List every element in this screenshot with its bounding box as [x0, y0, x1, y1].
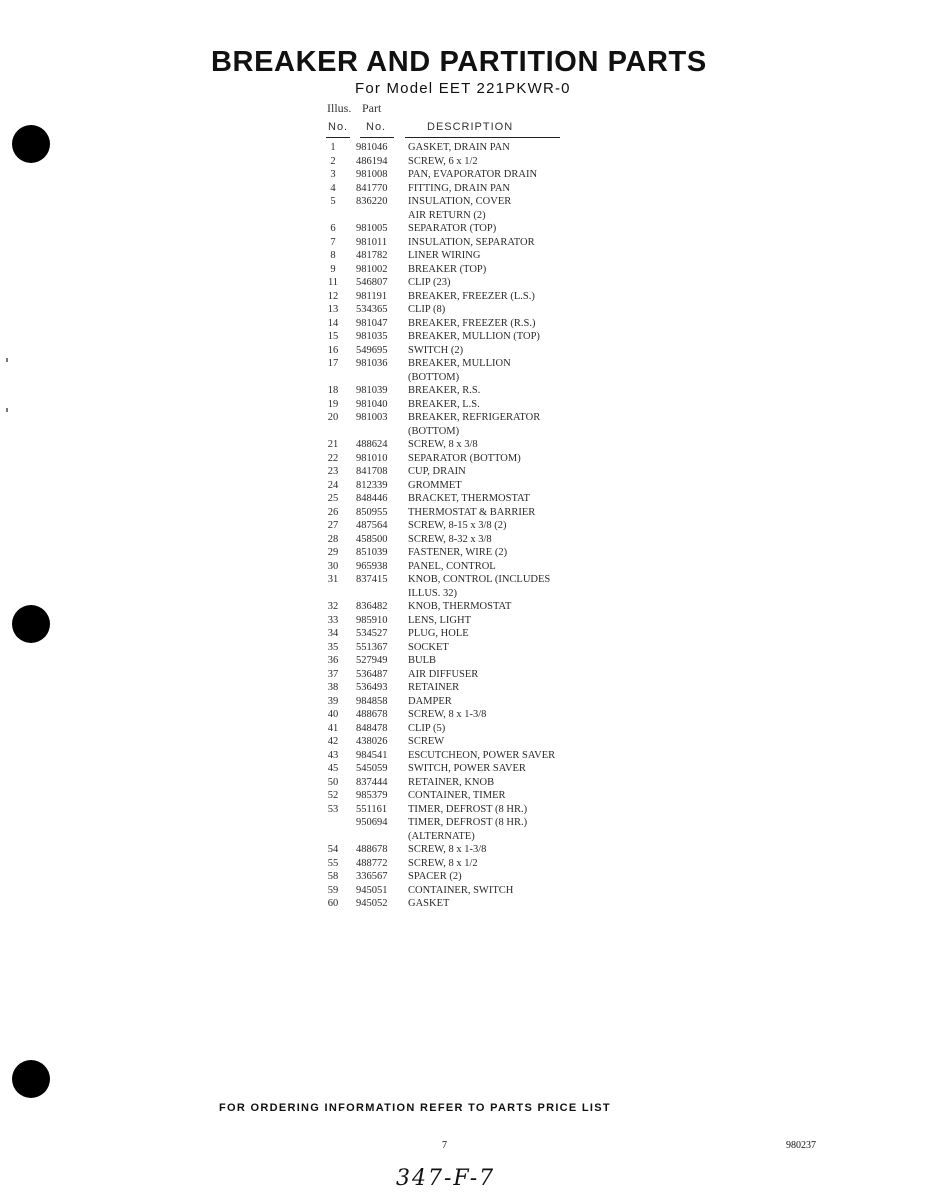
part-number: 848446	[356, 493, 388, 504]
part-number: 984541	[356, 749, 388, 761]
parts-row	[322, 466, 602, 480]
part-number: 981039	[356, 385, 388, 396]
illus-number: 29	[327, 547, 339, 558]
parts-row	[322, 264, 602, 278]
part-description: SCREW, 6 x 1/2	[408, 155, 478, 167]
part-description: LENS, LIGHT	[408, 614, 471, 626]
parts-row	[322, 723, 602, 737]
parts-row	[322, 507, 602, 521]
part-description: SCREW, 8 x 1/2	[408, 857, 478, 869]
parts-row	[322, 628, 602, 642]
parts-row	[322, 439, 602, 453]
part-number: 981036	[356, 358, 388, 369]
illus-number: 25	[327, 493, 339, 504]
part-description: ILLUS. 32)	[408, 587, 457, 599]
illus-number: 18	[327, 385, 339, 396]
parts-row	[322, 223, 602, 237]
illus-number: 41	[327, 722, 339, 734]
part-number: 551161	[356, 803, 388, 815]
parts-row	[322, 318, 602, 332]
parts-row	[322, 547, 602, 561]
illus-number: 26	[327, 506, 339, 518]
part-description: CLIP (23)	[408, 277, 451, 288]
part-description: CONTAINER, TIMER	[408, 790, 506, 801]
illus-number: 30	[327, 560, 339, 572]
illus-number: 8	[330, 250, 336, 261]
part-number: 488624	[356, 439, 388, 450]
part-description: TIMER, DEFROST (8 HR.)	[408, 803, 528, 815]
part-description: BREAKER, R.S.	[408, 385, 481, 396]
part-number: 950694	[356, 817, 388, 828]
parts-row	[322, 304, 602, 318]
illus-number: 4	[330, 182, 336, 194]
parts-row	[322, 844, 602, 858]
part-number: 981011	[356, 236, 388, 248]
part-number: 837444	[356, 776, 388, 788]
part-description: KNOB, THERMOSTAT	[408, 601, 512, 612]
illus-number: 32	[327, 601, 339, 612]
part-description: AIR RETURN (2)	[408, 209, 486, 221]
illus-number: 31	[327, 574, 339, 585]
parts-row	[322, 426, 602, 440]
part-description: TIMER, DEFROST (8 HR.)	[408, 817, 528, 828]
illus-number: 19	[327, 398, 339, 410]
illus-number: 45	[327, 763, 339, 774]
part-number: 837415	[356, 574, 388, 585]
part-description: SCREW, 8 x 1-3/8	[408, 709, 487, 720]
parts-row	[322, 871, 602, 885]
part-description: GROMMET	[408, 479, 462, 491]
part-description: CUP, DRAIN	[408, 466, 466, 477]
part-number: 981191	[356, 290, 388, 302]
illus-number: 33	[327, 614, 339, 626]
parts-row	[322, 412, 602, 426]
parts-row	[322, 696, 602, 710]
part-description: SOCKET	[408, 641, 449, 653]
parts-row	[322, 898, 602, 912]
part-description: CONTAINER, SWITCH	[408, 884, 514, 896]
parts-row	[322, 655, 602, 669]
parts-row	[322, 817, 602, 831]
header-illus-no: No.	[328, 121, 349, 133]
parts-row	[322, 345, 602, 359]
parts-row	[322, 763, 602, 777]
illus-number: 40	[327, 709, 339, 720]
parts-row	[322, 601, 602, 615]
illus-number: 21	[327, 439, 339, 450]
parts-row	[322, 534, 602, 548]
illus-number: 2	[330, 155, 336, 167]
part-description: ESCUTCHEON, POWER SAVER	[408, 749, 556, 761]
punch-hole-bottom	[12, 1060, 50, 1098]
illus-number: 22	[327, 452, 339, 464]
illus-number: 3	[330, 169, 336, 180]
margin-mark	[6, 408, 8, 412]
illus-number: 17	[327, 358, 339, 369]
illus-number: 12	[327, 290, 339, 302]
illus-number: 38	[327, 682, 339, 693]
illus-number: 39	[327, 695, 339, 707]
parts-row	[322, 480, 602, 494]
parts-list	[322, 142, 602, 912]
handwritten-note: 347-F-7	[396, 1166, 496, 1191]
parts-row	[322, 682, 602, 696]
parts-row	[322, 831, 602, 845]
illus-number: 11	[327, 277, 339, 288]
illus-number: 24	[327, 479, 339, 491]
illus-number: 36	[327, 655, 339, 666]
parts-row	[322, 237, 602, 251]
illus-number: 60	[327, 898, 339, 909]
part-description: BREAKER, MULLION (TOP)	[408, 331, 540, 342]
part-description: SEPARATOR (BOTTOM)	[408, 452, 521, 464]
part-description: GASKET, DRAIN PAN	[408, 142, 510, 153]
part-number: 984858	[356, 695, 388, 707]
parts-row	[322, 156, 602, 170]
part-description: FASTENER, WIRE (2)	[408, 547, 508, 558]
part-number: 981002	[356, 263, 388, 275]
part-number: 945051	[356, 884, 388, 896]
part-description: AIR DIFFUSER	[408, 668, 479, 680]
part-number: 981040	[356, 398, 388, 410]
parts-row	[322, 291, 602, 305]
part-number: 536487	[356, 668, 388, 680]
part-number: 812339	[356, 479, 388, 491]
illus-number: 16	[327, 344, 339, 356]
page-title: BREAKER AND PARTITION PARTS	[211, 46, 707, 78]
part-number: 545059	[356, 763, 388, 774]
part-description: INSULATION, SEPARATOR	[408, 236, 535, 248]
illus-number: 5	[330, 196, 336, 207]
parts-row	[322, 142, 602, 156]
part-number: 488678	[356, 709, 388, 720]
header-underline	[360, 137, 394, 138]
header-illus: Illus.	[327, 101, 352, 115]
punch-hole-middle	[12, 605, 50, 643]
part-number: 841770	[356, 182, 388, 194]
part-description: PLUG, HOLE	[408, 628, 469, 639]
part-number: 836220	[356, 196, 388, 207]
part-number: 981003	[356, 412, 388, 423]
part-number: 527949	[356, 655, 388, 666]
parts-row	[322, 574, 602, 588]
header-part-no: No.	[366, 121, 387, 133]
part-number: 549695	[356, 344, 388, 356]
illus-number: 59	[327, 884, 339, 896]
part-number: 981008	[356, 169, 388, 180]
illus-number: 35	[327, 641, 339, 653]
parts-row	[322, 169, 602, 183]
parts-row	[322, 399, 602, 413]
illus-number: 14	[327, 317, 339, 329]
parts-row	[322, 750, 602, 764]
part-number: 848478	[356, 722, 388, 734]
illus-number: 37	[327, 668, 339, 680]
part-description: SCREW, 8-32 x 3/8	[408, 533, 492, 545]
parts-row	[322, 858, 602, 872]
part-description: SWITCH (2)	[408, 344, 464, 356]
ordering-footer: FOR ORDERING INFORMATION REFER TO PARTS PRICE LIST	[219, 1102, 611, 1114]
parts-row	[322, 250, 602, 264]
header-underline	[326, 137, 350, 138]
header-underline	[405, 137, 560, 138]
part-description: BULB	[408, 655, 437, 666]
illus-number: 43	[327, 749, 339, 761]
part-description: SPACER (2)	[408, 871, 462, 882]
parts-row	[322, 385, 602, 399]
part-description: RETAINER, KNOB	[408, 776, 495, 788]
part-description: BREAKER (TOP)	[408, 263, 487, 275]
part-description: CLIP (5)	[408, 722, 446, 734]
illus-number: 34	[327, 628, 339, 639]
illus-number: 9	[330, 263, 336, 275]
header-part: Part	[362, 101, 382, 115]
part-number: 985910	[356, 614, 388, 626]
part-number: 534527	[356, 628, 388, 639]
part-description: RETAINER	[408, 682, 460, 693]
parts-row	[322, 736, 602, 750]
part-number: 841708	[356, 466, 388, 477]
part-description: (BOTTOM)	[408, 371, 460, 383]
part-number: 438026	[356, 736, 388, 747]
part-number: 965938	[356, 560, 388, 572]
part-description: PANEL, CONTROL	[408, 560, 496, 572]
part-number: 981010	[356, 452, 388, 464]
part-description: BREAKER, FREEZER (R.S.)	[408, 317, 536, 329]
parts-row	[322, 588, 602, 602]
parts-row	[322, 615, 602, 629]
part-description: LINER WIRING	[408, 250, 481, 261]
parts-row	[322, 358, 602, 372]
illus-number: 58	[327, 871, 339, 882]
part-number: 945052	[356, 898, 388, 909]
parts-row	[322, 196, 602, 210]
part-number: 481782	[356, 250, 388, 261]
part-number: 551367	[356, 641, 388, 653]
part-number: 981046	[356, 142, 388, 153]
illus-number: 7	[330, 236, 336, 248]
part-number: 487564	[356, 520, 388, 531]
part-description: THERMOSTAT & BARRIER	[408, 506, 536, 518]
illus-number: 20	[327, 412, 339, 423]
part-number: 488772	[356, 857, 388, 869]
part-description: CLIP (8)	[408, 304, 446, 315]
illus-number: 13	[327, 304, 339, 315]
parts-row	[322, 642, 602, 656]
part-number: 981005	[356, 223, 388, 234]
parts-row	[322, 777, 602, 791]
header-description: DESCRIPTION	[427, 121, 514, 133]
margin-mark	[6, 358, 8, 362]
part-description: SCREW, 8 x 3/8	[408, 439, 478, 450]
parts-row	[322, 331, 602, 345]
part-description: GASKET	[408, 898, 450, 909]
part-description: FITTING, DRAIN PAN	[408, 182, 510, 194]
part-description: SCREW, 8-15 x 3/8 (2)	[408, 520, 507, 531]
parts-row	[322, 277, 602, 291]
part-description: BREAKER, L.S.	[408, 398, 480, 410]
part-number: 981035	[356, 331, 388, 342]
punch-hole-top	[12, 125, 50, 163]
illus-number: 42	[327, 736, 339, 747]
part-number: 981047	[356, 317, 388, 329]
part-number: 850955	[356, 506, 388, 518]
document-code: 980237	[786, 1140, 816, 1151]
part-description: SCREW, 8 x 1-3/8	[408, 844, 487, 855]
part-description: BREAKER, FREEZER (L.S.)	[408, 290, 535, 302]
part-number: 488678	[356, 844, 388, 855]
part-number: 336567	[356, 871, 388, 882]
part-number: 836482	[356, 601, 388, 612]
illus-number: 52	[327, 790, 339, 801]
parts-row	[322, 453, 602, 467]
parts-row	[322, 520, 602, 534]
illus-number: 28	[327, 533, 339, 545]
part-number: 534365	[356, 304, 388, 315]
page-number: 7	[442, 1140, 447, 1151]
part-description: DAMPER	[408, 695, 452, 707]
part-description: (ALTERNATE)	[408, 830, 475, 842]
part-number: 536493	[356, 682, 388, 693]
illus-number: 53	[327, 803, 339, 815]
parts-row	[322, 183, 602, 197]
part-description: KNOB, CONTROL (INCLUDES	[408, 574, 551, 585]
part-description: BREAKER, MULLION	[408, 358, 511, 369]
part-description: SWITCH, POWER SAVER	[408, 763, 526, 774]
part-number: 985379	[356, 790, 388, 801]
parts-row	[322, 804, 602, 818]
illus-number: 55	[327, 857, 339, 869]
parts-row	[322, 561, 602, 575]
part-description: INSULATION, COVER	[408, 196, 512, 207]
part-number: 546807	[356, 277, 388, 288]
part-description: (BOTTOM)	[408, 425, 460, 437]
parts-row	[322, 790, 602, 804]
parts-row	[322, 709, 602, 723]
illus-number: 1	[330, 142, 336, 153]
part-description: SCREW	[408, 736, 445, 747]
parts-row	[322, 885, 602, 899]
part-number: 851039	[356, 547, 388, 558]
illus-number: 27	[327, 520, 339, 531]
part-number: 458500	[356, 533, 388, 545]
part-description: SEPARATOR (TOP)	[408, 223, 497, 234]
illus-number: 15	[327, 331, 339, 342]
illus-number: 23	[327, 466, 339, 477]
parts-row	[322, 210, 602, 224]
part-description: PAN, EVAPORATOR DRAIN	[408, 169, 538, 180]
part-description: BRACKET, THERMOSTAT	[408, 493, 530, 504]
part-description: BREAKER, REFRIGERATOR	[408, 412, 541, 423]
model-subtitle: For Model EET 221PKWR-0	[355, 80, 571, 97]
parts-row	[322, 372, 602, 386]
parts-row	[322, 493, 602, 507]
illus-number: 6	[330, 223, 336, 234]
part-number: 486194	[356, 155, 388, 167]
parts-row	[322, 669, 602, 683]
illus-number: 54	[327, 844, 339, 855]
illus-number: 50	[327, 776, 339, 788]
